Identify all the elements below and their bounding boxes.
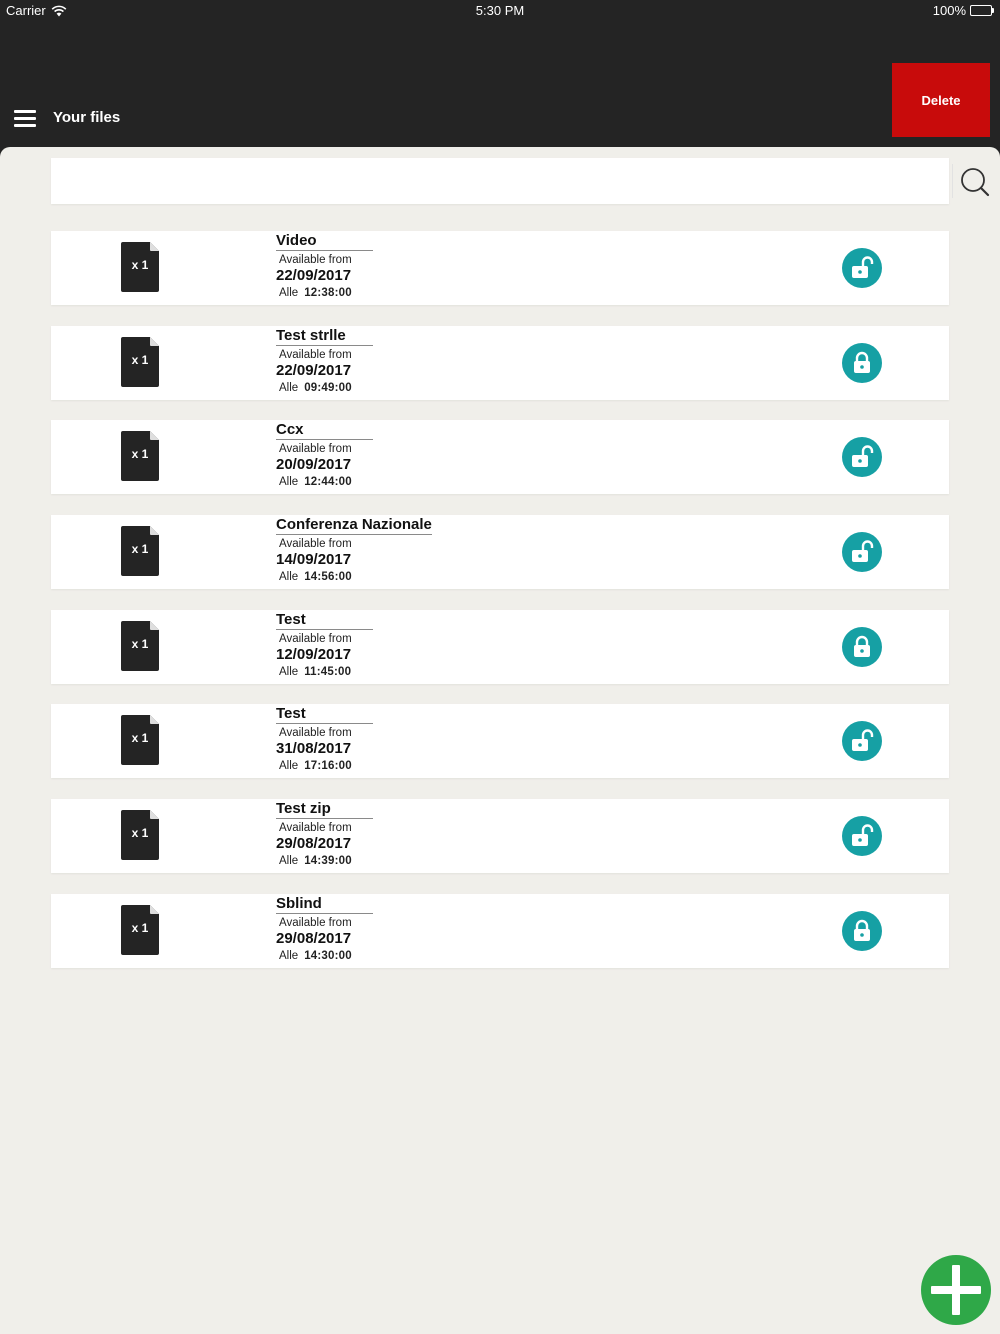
file-info <box>276 799 373 867</box>
available-label: Available from <box>279 916 352 929</box>
file-count: x 1 <box>131 636 149 651</box>
available-label: Available from <box>279 822 352 835</box>
file-date: 31/08/2017 <box>276 740 352 758</box>
search-divider <box>952 164 953 198</box>
file-info <box>276 420 373 488</box>
available-label: Available from <box>279 727 352 740</box>
file-info <box>276 610 373 678</box>
available-label: Available from <box>279 632 352 645</box>
file-info <box>276 515 432 583</box>
search-bar <box>51 158 949 204</box>
file-row-3[interactable] <box>51 420 949 494</box>
time-line <box>279 855 373 867</box>
file-name: Test zip <box>276 799 373 819</box>
page-title: Your files <box>53 109 121 126</box>
available-label: Available from <box>279 348 352 361</box>
lock-closed-icon[interactable] <box>842 627 882 667</box>
time-label: Alle <box>279 287 299 299</box>
time-label: Alle <box>279 665 299 678</box>
status-time: 5:30 PM <box>475 3 525 18</box>
lock-closed-icon[interactable] <box>842 911 882 951</box>
status-bar <box>0 0 1000 22</box>
file-date: 22/09/2017 <box>276 267 352 284</box>
file-count: x 1 <box>131 731 149 746</box>
available-label: Available from <box>279 254 352 266</box>
file-time: 12:38:00 <box>304 287 352 299</box>
file-time: 14:30:00 <box>304 949 352 962</box>
file-count: x 1 <box>131 826 149 841</box>
file-name: Ccx <box>276 420 373 440</box>
search-input[interactable] <box>51 158 901 204</box>
file-info <box>276 231 373 299</box>
file-count: x 1 <box>131 258 149 272</box>
file-date: 20/09/2017 <box>276 456 352 474</box>
file-count: x 1 <box>131 447 149 462</box>
document-icon <box>121 242 159 292</box>
available-label: Available from <box>279 538 352 551</box>
file-date: 12/09/2017 <box>276 645 352 663</box>
add-file-button[interactable] <box>921 1255 991 1325</box>
lock-open-icon[interactable] <box>842 532 882 572</box>
lock-open-icon[interactable] <box>842 248 882 288</box>
file-time: 12:44:00 <box>304 476 352 489</box>
file-time: 09:49:00 <box>304 381 352 394</box>
file-date: 29/08/2017 <box>276 929 352 947</box>
file-name: Video <box>276 231 373 251</box>
file-name: Conferenza Nazionale <box>276 516 432 534</box>
time-line <box>279 382 373 394</box>
file-count: x 1 <box>131 920 149 935</box>
document-icon <box>121 905 159 955</box>
battery-icon <box>970 5 994 16</box>
document-icon <box>121 337 159 387</box>
file-date: 29/08/2017 <box>276 835 352 853</box>
time-label: Alle <box>279 381 299 394</box>
content-area <box>0 147 1000 1334</box>
status-right <box>933 3 994 18</box>
file-info <box>276 894 373 962</box>
lock-open-icon[interactable] <box>842 816 882 856</box>
file-count: x 1 <box>131 352 149 367</box>
time-line <box>279 666 373 678</box>
file-name: Test <box>276 610 373 630</box>
document-icon <box>121 715 159 765</box>
file-list <box>51 231 949 989</box>
hamburger-menu-icon[interactable] <box>14 110 36 128</box>
time-line <box>279 950 373 962</box>
time-line <box>279 571 432 583</box>
time-label: Alle <box>279 760 299 773</box>
document-icon <box>121 810 159 860</box>
carrier-label: Carrier <box>6 3 46 18</box>
document-icon <box>121 621 159 671</box>
battery-percent: 100% <box>932 3 966 18</box>
available-label: Available from <box>279 443 352 456</box>
lock-closed-icon[interactable] <box>842 343 882 383</box>
file-row-7[interactable] <box>51 799 949 873</box>
delete-button[interactable]: Delete <box>892 63 990 137</box>
file-name: Sblind <box>276 894 373 914</box>
file-date: 22/09/2017 <box>276 361 352 379</box>
magnifier-icon[interactable] <box>955 165 995 199</box>
file-time: 17:16:00 <box>304 760 352 773</box>
lock-open-icon[interactable] <box>842 721 882 761</box>
file-row-1[interactable] <box>51 231 949 305</box>
file-time: 14:39:00 <box>304 855 352 868</box>
file-row-2[interactable] <box>51 326 949 400</box>
file-date: 14/09/2017 <box>276 551 352 569</box>
time-label: Alle <box>279 855 299 868</box>
document-icon <box>121 526 159 576</box>
file-name: Test <box>276 704 373 724</box>
time-line <box>279 476 373 488</box>
file-row-8[interactable] <box>51 894 949 968</box>
file-time: 11:45:00 <box>304 665 352 678</box>
time-line <box>279 760 373 772</box>
file-info <box>276 704 373 772</box>
file-row-6[interactable] <box>51 704 949 778</box>
time-label: Alle <box>279 571 299 584</box>
document-icon <box>121 431 159 481</box>
file-count: x 1 <box>131 542 149 557</box>
file-info <box>276 326 373 394</box>
file-name: Test strlle <box>276 326 373 346</box>
lock-open-icon[interactable] <box>842 437 882 477</box>
file-row-5[interactable] <box>51 610 949 684</box>
time-label: Alle <box>279 949 299 962</box>
file-time: 14:56:00 <box>304 571 352 584</box>
time-label: Alle <box>279 476 299 489</box>
file-row-4[interactable] <box>51 515 949 589</box>
time-line <box>279 287 373 299</box>
